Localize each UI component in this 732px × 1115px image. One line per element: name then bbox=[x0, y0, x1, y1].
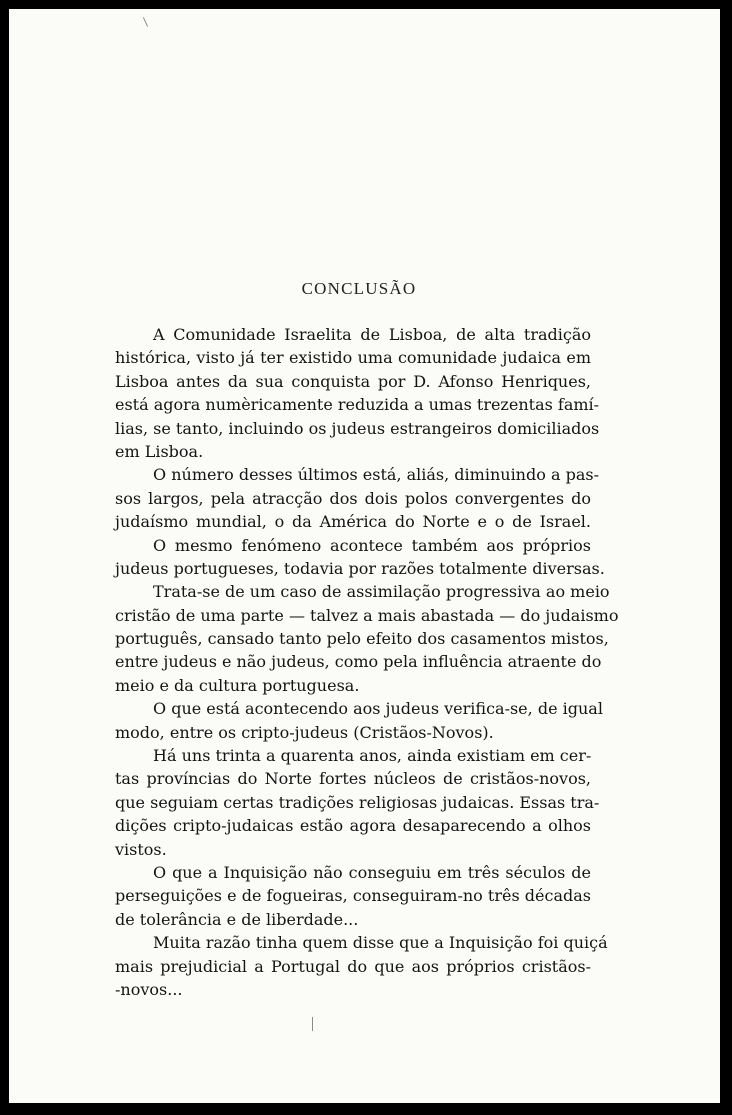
text-line: judaísmo mundial, o da América do Norte e o de Israel. bbox=[115, 512, 591, 532]
text-line: dições cripto-judaicas estão agora desaparecendo a olhos bbox=[115, 816, 591, 836]
text-line: cristão de uma parte — talvez a mais abastada — do judaismo bbox=[115, 605, 619, 625]
text-line: O que está acontecendo aos judeus verifica-se, de igual bbox=[153, 699, 603, 719]
text-line: vistos. bbox=[115, 839, 167, 859]
text-line: O mesmo fenómeno acontece também aos próprios bbox=[153, 535, 591, 555]
document-page bbox=[9, 9, 720, 1103]
text-line: A Comunidade Israelita de Lisboa, de alta tradição bbox=[153, 325, 591, 344]
text-line: Lisboa antes da sua conquista por D. Afonso Henriques, bbox=[115, 371, 591, 391]
text-line: Trata-se de um caso de assimilação progressiva ao meio bbox=[153, 582, 610, 602]
section-title: CONCLUSÃO bbox=[301, 279, 417, 298]
body-text bbox=[115, 323, 619, 1001]
text-line: meio e da cultura portuguesa. bbox=[115, 675, 360, 695]
text-line: tas províncias do Norte fortes núcleos de cristãos-novos, bbox=[115, 769, 591, 789]
text-line: mais prejudicial a Portugal do que aos próprios cristãos- bbox=[115, 956, 591, 976]
text-line: histórica, visto já ter existido uma comunidade judaica em bbox=[115, 348, 591, 368]
text-line: judeus portugueses, todavia por razões totalmente diversas. bbox=[115, 558, 605, 578]
text-line: sos largos, pela atracção dos dois polos convergentes do bbox=[115, 488, 591, 508]
text-line: de tolerância e de liberdade... bbox=[115, 909, 359, 929]
text-line: Há uns trinta a quarenta anos, ainda existiam em cer- bbox=[153, 746, 592, 766]
text-line: perseguições e de fogueiras, conseguiram-no três décadas bbox=[115, 886, 591, 906]
text-line: está agora numèricamente reduzida a umas trezentas famí- bbox=[115, 395, 600, 415]
scan-mark bbox=[312, 1017, 313, 1031]
text-line: O número desses últimos está, aliás, diminuindo a pas- bbox=[153, 465, 599, 485]
text-line: em Lisboa. bbox=[115, 441, 204, 461]
text-line: que seguiam certas tradições religiosas judaicas. Essas tra- bbox=[115, 792, 600, 812]
text-line: modo, entre os cripto-judeus (Cristãos-Novos). bbox=[115, 722, 494, 742]
text-line: entre judeus e não judeus, como pela influência atraente do bbox=[115, 652, 602, 672]
text-line: -novos... bbox=[115, 979, 183, 999]
text-line: Muita razão tinha quem disse que a Inquisição foi quiçá bbox=[153, 933, 608, 953]
scan-mark bbox=[143, 17, 148, 26]
text-line: português, cansado tanto pelo efeito dos casamentos mistos, bbox=[115, 629, 609, 649]
text-line: lias, se tanto, incluindo os judeus estrangeiros domiciliados bbox=[115, 418, 600, 438]
text-line: O que a Inquisição não conseguiu em três séculos de bbox=[153, 862, 591, 882]
